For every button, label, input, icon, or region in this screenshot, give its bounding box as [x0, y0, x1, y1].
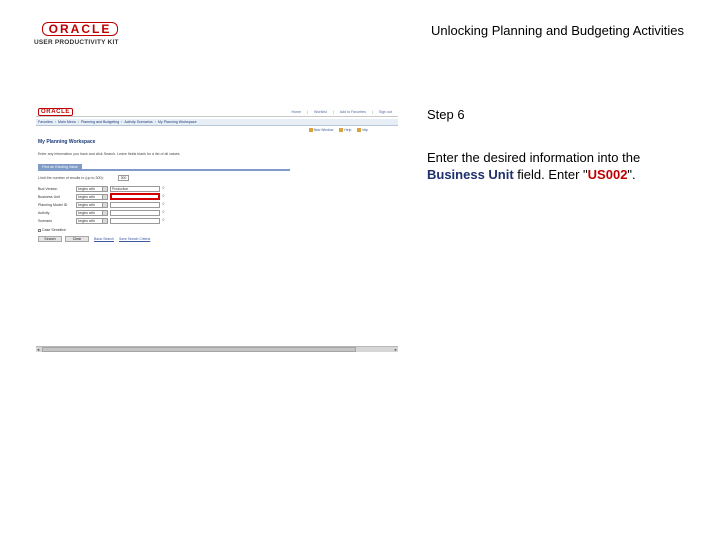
lookup-icon[interactable]: ⌕ — [162, 209, 165, 215]
utility-links — [292, 110, 392, 115]
lookup-icon[interactable]: ⌕ — [162, 193, 165, 199]
http-link[interactable] — [357, 128, 368, 133]
instruction-value: US002 — [587, 167, 628, 182]
operator-select[interactable]: begins with — [76, 194, 108, 200]
criteria-row-scenario — [38, 218, 188, 226]
new-window-link[interactable] — [309, 128, 334, 133]
separator: › — [154, 119, 156, 124]
separator: | — [332, 110, 334, 114]
page-title: My Planning Workspace — [38, 139, 96, 145]
case-sensitive-option[interactable] — [38, 228, 66, 233]
instruction-suffix: ". — [627, 167, 636, 182]
field-label: Activity — [38, 211, 50, 215]
operator-select[interactable]: begins with — [76, 210, 108, 216]
field-label: Scenario — [38, 219, 53, 223]
menu-planning-budgeting[interactable]: Planning and Budgeting — [80, 119, 120, 124]
util-link-home[interactable]: Home — [291, 110, 302, 114]
horizontal-scrollbar[interactable] — [36, 346, 398, 352]
limit-results-input[interactable]: 300 — [118, 175, 129, 181]
operator-select[interactable]: begins with — [76, 186, 108, 192]
tab-strip — [38, 164, 290, 171]
new-window-label: New Window — [313, 128, 334, 132]
separator: › — [54, 119, 56, 124]
util-link-worklist[interactable]: Worklist — [314, 110, 327, 114]
scroll-left-icon[interactable]: ◂ — [37, 347, 40, 352]
page-description: Enter any information you have and click Search. Leave fields blank for a list of all values. — [38, 152, 181, 156]
logo-wordmark: ORACLE — [42, 22, 118, 36]
search-actions — [38, 236, 150, 242]
menu-main[interactable]: Main Menu — [57, 119, 76, 124]
activity-input[interactable] — [110, 210, 160, 216]
document-title: Unlocking Planning and Budgeting Activities — [431, 23, 684, 38]
app-logo: ORACLE — [38, 108, 73, 116]
planning-model-input[interactable] — [110, 202, 160, 208]
separator: › — [77, 119, 79, 124]
basic-search-link[interactable]: Basic Search — [94, 236, 114, 241]
separator: | — [307, 110, 309, 114]
step-label: Step 6 — [427, 107, 465, 122]
scroll-right-icon[interactable]: ▸ — [394, 347, 397, 352]
util-link-sign-out[interactable]: Sign out — [378, 110, 392, 114]
separator: | — [371, 110, 373, 114]
lookup-icon[interactable]: ⌕ — [162, 185, 165, 191]
instruction-prefix: Enter the desired information into the — [427, 150, 641, 165]
scenario-input[interactable] — [110, 218, 160, 224]
logo-subtitle: USER PRODUCTIVITY KIT — [34, 39, 119, 46]
lookup-icon[interactable]: ⌕ — [162, 201, 165, 207]
lookup-icon[interactable]: ⌕ — [162, 217, 165, 223]
help-link[interactable] — [339, 128, 351, 133]
bud-version-input[interactable]: Production — [110, 186, 160, 192]
scroll-thumb[interactable] — [42, 347, 356, 352]
link-icon — [357, 128, 361, 132]
instruction-mid: field. Enter " — [513, 167, 588, 182]
new-window-icon — [309, 128, 313, 132]
operator-select[interactable]: begins with — [76, 218, 108, 224]
business-unit-input[interactable] — [110, 193, 160, 200]
menu-favorites[interactable]: Favorites — [38, 119, 53, 124]
limit-label: Limit the number of results to (up to 300): — [38, 176, 104, 180]
field-label: Bud Version — [38, 187, 58, 191]
help-icon — [339, 128, 343, 132]
app-header — [36, 106, 398, 117]
step-instruction — [427, 149, 697, 183]
field-label: Business Unit — [38, 195, 60, 199]
search-criteria — [38, 186, 188, 226]
save-search-link[interactable]: Save Search Criteria — [118, 236, 151, 241]
case-sensitive-checkbox[interactable] — [38, 229, 41, 232]
field-label: Planning Model ID — [38, 203, 68, 207]
separator: › — [121, 119, 123, 124]
case-sensitive-label: Case Sensitive — [42, 228, 66, 232]
clear-button[interactable]: Clear — [65, 236, 89, 242]
search-button[interactable]: Search — [38, 236, 62, 242]
page-toolbar — [309, 128, 368, 133]
criteria-row-business-unit — [38, 194, 188, 202]
help-label: Help — [344, 128, 352, 132]
menu-my-planning-workspace[interactable]: My Planning Workspace — [157, 119, 197, 124]
http-label: http — [362, 128, 368, 132]
operator-select[interactable]: begins with — [76, 202, 108, 208]
tab-find-existing-value[interactable]: Find an Existing Value — [38, 164, 82, 171]
criteria-row-planning-model — [38, 202, 188, 210]
app-screenshot — [36, 106, 398, 353]
instruction-field: Business Unit — [427, 167, 514, 182]
oracle-upk-logo — [34, 22, 126, 48]
util-link-add-favorites[interactable]: Add to Favorites — [339, 110, 366, 114]
breadcrumb-menu — [36, 119, 398, 126]
criteria-row-activity — [38, 210, 188, 218]
menu-activity-scenarios[interactable]: Activity Scenarios — [124, 119, 153, 124]
